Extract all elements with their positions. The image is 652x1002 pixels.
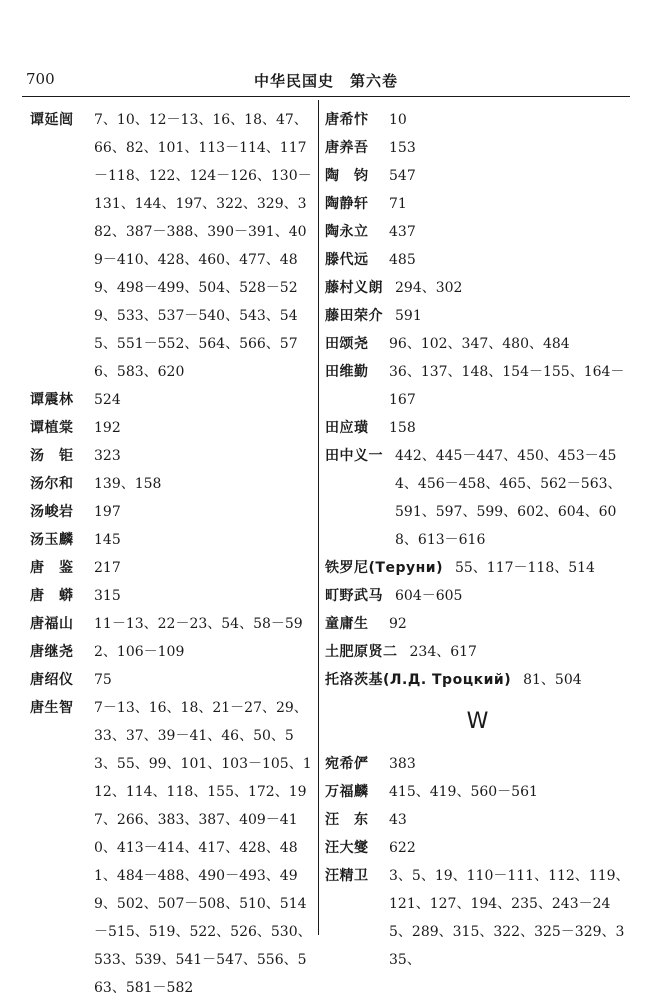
- index-entry: [325, 190, 630, 218]
- entry-name: 唐 蟒: [30, 588, 74, 604]
- index-entry: [325, 414, 630, 442]
- entry-name: 唐福山: [30, 616, 74, 632]
- entry-pages: 81、504: [523, 672, 582, 688]
- entry-pages: 153: [389, 140, 416, 156]
- entry-name: 藤村义朗: [325, 280, 383, 296]
- index-entry: [30, 666, 312, 694]
- index-entry: [325, 554, 630, 582]
- entry-pages: 524: [94, 392, 121, 408]
- index-entry: [30, 554, 312, 582]
- running-title: 中华民国史 第六卷: [253, 72, 398, 90]
- index-entry: [325, 134, 630, 162]
- entry-pages: 383: [389, 756, 416, 772]
- entry-name: 托洛茨基(Л.Д. Троцкий): [325, 672, 512, 688]
- entry-name: 田应璜: [325, 420, 369, 436]
- index-entry: [325, 442, 630, 554]
- section-letter: W: [466, 709, 489, 734]
- entry-name: 土肥原贤二: [325, 644, 398, 660]
- entry-name: 谭震林: [30, 392, 74, 408]
- entry-pages: 2、106－109: [94, 644, 185, 660]
- entry-pages: 294、302: [395, 280, 463, 296]
- entry-pages: 71: [389, 196, 407, 212]
- entry-name: 汤尔和: [30, 476, 74, 492]
- index-entry: [325, 274, 630, 302]
- entry-name: 谭延闿: [30, 112, 74, 128]
- entry-pages: 415、419、560－561: [389, 784, 538, 800]
- index-entry: [325, 330, 630, 358]
- entry-pages: 315: [94, 588, 121, 604]
- entry-name: 谭植棠: [30, 420, 74, 436]
- index-entry: [30, 470, 312, 498]
- entry-pages: 7、10、12－13、16、18、47、66、82、101、113－114、117－118、122、124－126、130－131、144、197、322、329、382、387－388、390－391、409－410、428、460、477、489、498－499、504、528－529、533、537－540、543、545、551－552、564、566、576、583、620: [94, 112, 312, 380]
- index-group-w: [325, 750, 630, 974]
- index-entry: [325, 862, 630, 974]
- page-header: [22, 70, 630, 92]
- entry-pages: 36、137、148、154－155、164－167: [389, 364, 625, 408]
- entry-name: 田维勤: [325, 364, 369, 380]
- entry-name: 唐生智: [30, 700, 74, 716]
- entry-pages: 485: [389, 252, 416, 268]
- index-entry: [325, 358, 630, 414]
- entry-name: 汪 东: [325, 812, 369, 828]
- entry-pages: 442、445－447、450、453－454、456－458、465、562－563、591、597、599、602、604、608、613－616: [395, 448, 622, 548]
- entry-pages: 11－13、22－23、54、58－59: [94, 616, 303, 632]
- index-entry: [325, 582, 630, 610]
- index-entry: [30, 694, 312, 1002]
- index-group-t: [325, 106, 630, 694]
- index-entry: [30, 526, 312, 554]
- entry-name: 汪大燮: [325, 840, 369, 856]
- entry-pages: 437: [389, 224, 416, 240]
- entry-pages: 591: [395, 308, 422, 324]
- entry-name: 陶静轩: [325, 196, 369, 212]
- entry-name: 陶永立: [325, 224, 369, 240]
- index-entry: [325, 218, 630, 246]
- entry-pages: 92: [389, 616, 407, 632]
- index-entry: [325, 834, 630, 862]
- index-entry: [30, 638, 312, 666]
- index-entry: [325, 666, 630, 694]
- entry-name: 唐养吾: [325, 140, 369, 156]
- entry-name: 唐 鉴: [30, 560, 74, 576]
- index-entry: [325, 750, 630, 778]
- entry-pages: 3、5、19、110－111、112、119、121、127、194、235、243－245、289、315、322、325－329、335、: [389, 868, 630, 968]
- entry-pages: 547: [389, 168, 416, 184]
- index-entry: [325, 246, 630, 274]
- index-entry: [30, 610, 312, 638]
- entry-name: 汤玉麟: [30, 532, 74, 548]
- index-entry: [325, 302, 630, 330]
- entry-pages: 145: [94, 532, 121, 548]
- index-entry: [30, 414, 312, 442]
- index-column-left: [30, 106, 312, 1002]
- entry-pages: 139、158: [94, 476, 162, 492]
- entry-pages: 10: [389, 112, 407, 128]
- entry-name: 万福麟: [325, 784, 369, 800]
- entry-pages: 197: [94, 504, 121, 520]
- entry-pages: 158: [389, 420, 416, 436]
- entry-pages: 96、102、347、480、484: [389, 336, 570, 352]
- header-rule: [22, 96, 630, 97]
- index-entry: [30, 582, 312, 610]
- index-entry: [30, 442, 312, 470]
- entry-pages: 55、117－118、514: [454, 560, 595, 576]
- entry-name: 唐希忭: [325, 112, 369, 128]
- index-entry: [325, 778, 630, 806]
- entry-name: 唐绍仪: [30, 672, 74, 688]
- entry-name: 田颂尧: [325, 336, 369, 352]
- entry-name: 陶 钧: [325, 168, 369, 184]
- index-entry: [30, 386, 312, 414]
- entry-pages: 217: [94, 560, 121, 576]
- entry-pages: 234、617: [409, 644, 477, 660]
- entry-name: 唐继尧: [30, 644, 74, 660]
- entry-pages: 604－605: [395, 588, 463, 604]
- index-column-right: [325, 106, 630, 974]
- index-entry: [325, 638, 630, 666]
- entry-pages: 7－13、16、18、21－27、29、33、37、39－41、46、50、53、55、99、101、103－105、112、114、118、155、172、197、266、383、387、409－410、413－414、417、428、481、484－488、490－493、499、502、507－508、510、514－515、519、522、526、530、533、539、541－547、556、563、581－582: [94, 700, 312, 996]
- entry-name: 汪精卫: [325, 868, 369, 884]
- entry-name: 滕代远: [325, 252, 369, 268]
- entry-pages: 192: [94, 420, 121, 436]
- column-divider: [318, 100, 319, 935]
- entry-name: 童庸生: [325, 616, 369, 632]
- index-entry: [325, 106, 630, 134]
- entry-name: 汤 钜: [30, 448, 74, 464]
- entry-pages: 323: [94, 448, 121, 464]
- index-entry: [325, 806, 630, 834]
- entry-name: 汤峻岩: [30, 504, 74, 520]
- entry-pages: 43: [389, 812, 407, 828]
- index-entry: [30, 498, 312, 526]
- page-number: 700: [26, 70, 55, 88]
- entry-pages: 622: [389, 840, 416, 856]
- index-entry: [325, 610, 630, 638]
- entry-pages: 75: [94, 672, 112, 688]
- entry-name: 宛希俨: [325, 756, 369, 772]
- entry-name: 藤田荣介: [325, 308, 383, 324]
- entry-name: 田中义一: [325, 448, 383, 464]
- entry-name: 铁罗尼(Теруни): [325, 560, 443, 576]
- index-entry: [325, 162, 630, 190]
- index-entry: [30, 106, 312, 386]
- entry-name: 町野武马: [325, 588, 383, 604]
